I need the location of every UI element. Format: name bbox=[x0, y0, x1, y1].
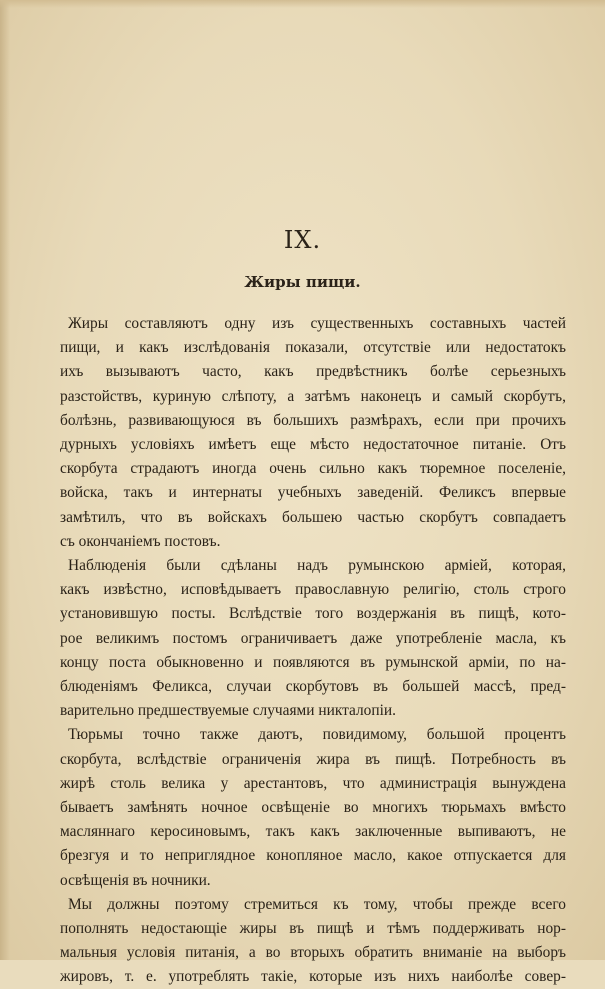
text-line: масляннаго керосиновымъ, такъ какъ заключенные выпиваютъ, не bbox=[60, 823, 566, 841]
text-line: какъ извѣстно, исповѣдываетъ православную религію, столь строго bbox=[60, 581, 566, 599]
text-line: жирѣ столь велика у арестантовъ, что администрація вынуждена bbox=[60, 774, 566, 792]
chapter-title: Жиры пищи. bbox=[244, 273, 361, 291]
text-line: рое великимъ постомъ ограничиваетъ даже употребленіе масла, къ bbox=[60, 629, 566, 647]
text-line: варительно предшествуемые случаями никталопіи. bbox=[60, 702, 396, 720]
text-line: Жиры составляютъ одну изъ существенныхъ составныхъ частей bbox=[68, 315, 566, 332]
text-line: пополнять недостающіе жиры въ пищѣ и тѣмъ поддерживать нор- bbox=[60, 920, 566, 937]
text-line: жировъ, т. е. употреблять такіе, которые изъ нихъ наиболѣе совер- bbox=[60, 968, 566, 986]
text-line: войска, такъ и интернаты учебныхъ заведеній. Феликсъ впервые bbox=[60, 484, 566, 502]
text-line: установившую посты. Вслѣдствіе того воздержанія въ пищѣ, кото- bbox=[60, 605, 566, 623]
text-line: скорбута, вслѣдствіе ограниченія жира въ пищѣ. Потребность въ bbox=[60, 750, 566, 768]
text-line: скорбута страдаютъ иногда очень сильно какъ тюремное поселеніе, bbox=[60, 460, 566, 478]
text-line: блюденіямъ Феликса, случаи скорбутовъ въ большей массѣ, пред- bbox=[60, 678, 566, 695]
text-line: Тюрьмы точно также даютъ, повидимому, большой процентъ bbox=[68, 726, 566, 744]
text-line: Наблюденія были сдѣланы надъ румынскою арміей, которая, bbox=[68, 557, 566, 574]
text-line: дурныхъ условіяхъ имѣетъ еще мѣсто недостаточное питаніе. Отъ bbox=[60, 436, 566, 453]
text-line: разстойствъ, куриную слѣпоту, а затѣмъ наконецъ и самый скорбутъ, bbox=[60, 387, 566, 405]
text-line: концу поста обыкновенно и появляются въ румынской арміи, по на- bbox=[60, 653, 566, 671]
text-line: Мы должны поэтому стремиться къ тому, чтобы прежде всего bbox=[68, 895, 566, 913]
text-line: бываетъ замѣнять ночное освѣщеніе во многихъ тюрьмахъ вмѣсто bbox=[60, 799, 566, 816]
text-line: болѣзнь, развивающуюся въ большихъ размѣрахъ, если при прочихъ bbox=[60, 411, 566, 429]
text-line: пищи, и какъ изслѣдованія показали, отсутствіе или недостатокъ bbox=[60, 339, 566, 357]
chapter-number: IX. bbox=[283, 226, 322, 254]
text-line: брезгуя и то неприглядное конопляное масло, какое отпускается для bbox=[60, 847, 566, 865]
text-line: замѣтилъ, что въ войскахъ большею частью скорбутъ совпадаетъ bbox=[60, 508, 566, 526]
text-line: мальныя условія питанія, а во вторыхъ обратить вниманіе на выборъ bbox=[60, 944, 566, 962]
text-line: съ окончаніемъ постовъ. bbox=[60, 532, 221, 550]
text-line: ихъ вызываютъ часто, какъ предвѣстникъ болѣе серьезныхъ bbox=[60, 363, 566, 381]
text-line: освѣщенія въ ночники. bbox=[60, 871, 211, 889]
